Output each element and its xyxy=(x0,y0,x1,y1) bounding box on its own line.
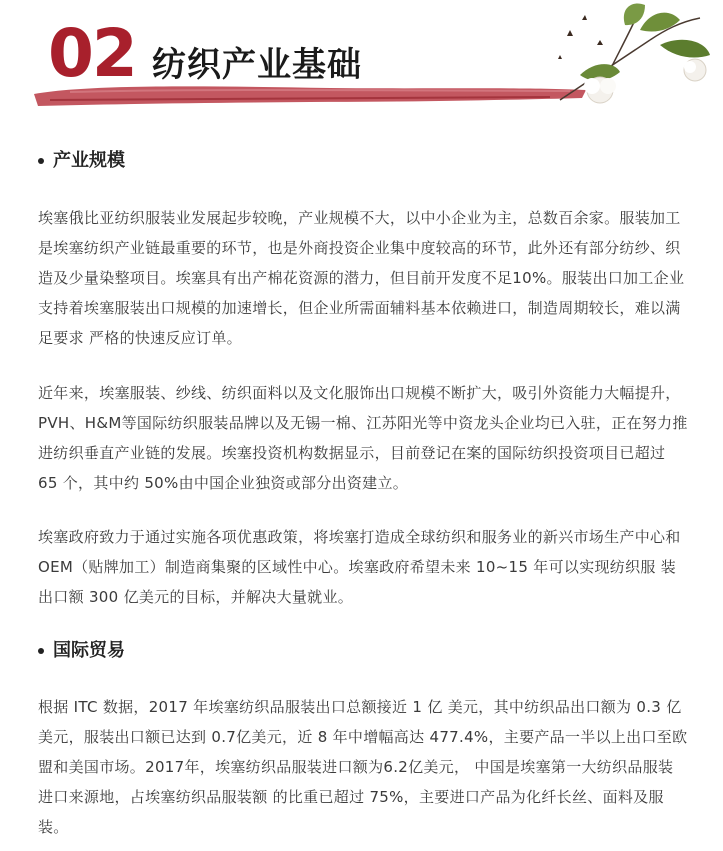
section-heading-label: 国际贸易 xyxy=(53,640,125,661)
bullet-dot xyxy=(38,648,44,654)
paragraph: 埃塞政府致力于通过实施各项优惠政策，将埃塞打造成全球纺织和服务业的新兴市场生产中心和OEM（贴牌加工）制造商集聚的区域性中心。埃塞政府希望未来 10~15 年可以实现纺织服 装出口额 300 亿美元的目标，并解决大量就业。 xyxy=(38,528,681,606)
bullet-dot xyxy=(38,158,44,164)
paragraph: 根据 ITC 数据，2017 年埃塞纺织品服装出口总额接近 1 亿 美元，其中纺织品出口额为 0.3 亿美元，服装出口额已达到 0.7亿美元，近 8 年中增幅高达 477.4%，主要产品一半以上出口至欧盟和美国市场。2017年，埃塞纺织品服装进口额为6.2亿美元， 中国是埃塞第一大纺织品服装进口来源地，占埃塞纺织品服装额 的比重已超过 75%，主要进口产品为化纤长丝、面料及服装。 xyxy=(38,698,688,836)
section-heading-label: 产业规模 xyxy=(53,150,125,171)
paragraph: 近年来，埃塞服装、纱线、纺织面料以及文化服饰出口规模不断扩大，吸引外资能力大幅提升，PVH、H&M等国际纺织服装品牌以及无锡一棉、江苏阳光等中资龙头企业均已入驻，正在努力推进纺织垂直产业链的发展。埃塞投资机构数据显示，目前登记在案的国际纺织投资项目已超过 65 个，其中约 50%由中国企业独资或部分出资建立。 xyxy=(38,384,688,492)
paragraph: 埃塞俄比亚纺织服装业发展起步较晚，产业规模不大，以中小企业为主，总数百余家。服装加工是埃塞纺织产业链最重要的环节，也是外商投资企业集中度较高的环节，此外还有部分纺纱、织造及少量染整项目。埃塞具有出产棉花资源的潜力，但目前开发度不足10%。服装出口加工企业支持着埃塞服装出口规模的加速增长，但企业所需面辅料基本依赖进口，制造周期较长，难以满足要求 严格的快速反应订单。 xyxy=(38,209,685,347)
section-heading-industry-scale xyxy=(38,148,125,174)
page-header xyxy=(0,0,723,120)
cotton-flower-icon xyxy=(540,0,723,118)
section-heading-international-trade xyxy=(38,638,125,664)
page-title: 纺织产业基础 xyxy=(152,45,362,85)
section-number: 02 xyxy=(48,15,136,92)
